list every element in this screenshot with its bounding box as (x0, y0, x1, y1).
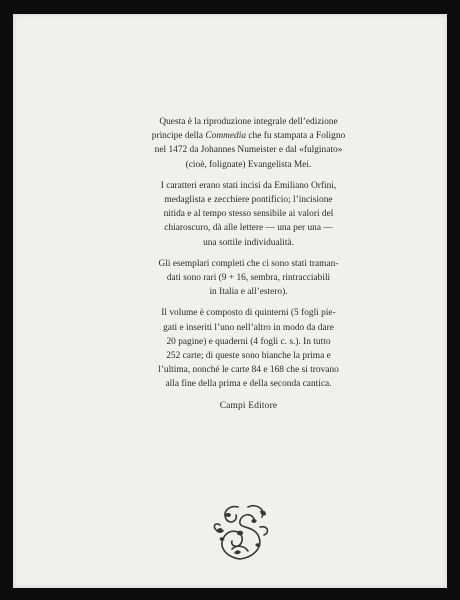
printed-page (13, 14, 447, 588)
text-line: una sottile individualità. (203, 237, 294, 248)
text-line: Gli esemplari completi che ci sono stati traman- (158, 258, 339, 269)
text-line: principe della Commedia che fu stampata a Foligno (151, 131, 346, 142)
text-line: (cioè, folignate) Evangelista Mei. (185, 159, 312, 170)
floral-ornament-icon (208, 501, 272, 563)
paragraph-typeface (129, 179, 368, 250)
text-line: l’ultima, nonché le carte 84 e 168 che si trovano (158, 365, 339, 376)
paragraph-edition (129, 115, 368, 172)
text-line: Il volume è composto di quinterni (5 fogli pie- (161, 308, 336, 319)
text-line: nitida e al tempo stesso sensibile ai valori del (163, 209, 334, 220)
paragraph-copies (129, 257, 368, 300)
text-line: 20 pagine) e quaderni (4 fogli c. s.). In tutto (166, 336, 331, 347)
text-line: I caratteri erano stati incisi da Emiliano Orfini, (160, 180, 337, 191)
text-line: chiaroscuro, dà alle lettere — una per una — (164, 223, 333, 234)
text-line: dati sono rari (9 + 16, sembra, rintracciabili (166, 273, 331, 284)
text-line: in Italia e all’estero). (209, 287, 288, 298)
text-line: medaglista e zecchiere pontificio; l’incisione (164, 195, 333, 206)
text-line: Questa è la riproduzione integrale dell’edizione (159, 117, 338, 127)
paragraph-volume (129, 306, 368, 391)
colophon-text (129, 115, 368, 413)
text-line: nel 1472 da Johannes Numeister e dal «fulginato» (154, 145, 343, 156)
text-line: alla fine della prima e della seconda cantica. (165, 379, 332, 390)
text-line: 252 carte; di queste sono bianche la prima e (166, 351, 331, 362)
text-line: gati e inseriti l’uno nell’altro in modo da dare (163, 322, 334, 333)
publisher-signature: Campi Editore (219, 400, 278, 411)
